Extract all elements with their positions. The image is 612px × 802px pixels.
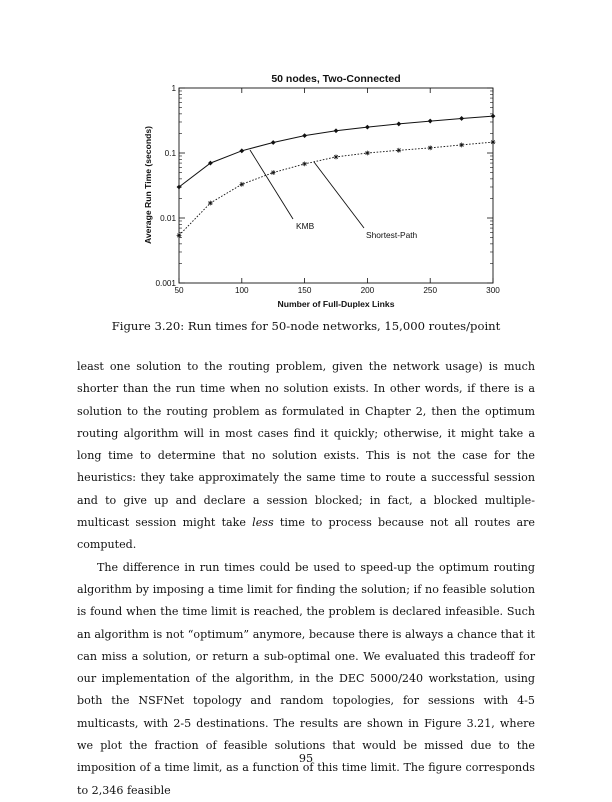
- x-tick-label: 100: [234, 286, 249, 295]
- kmb-line: [179, 116, 493, 187]
- x-tick-label: 50: [174, 286, 184, 295]
- paragraph-1-start: least one solution to the routing problem, given the network usage) is much shorter than the run time when no solution exists. In other words, if there is a solution to the routing problem as formulated in Chapter 2, then the optimum routing algorithm will in most cases find it quickly; otherwise, it might take a long time to determine that no solution exists. This is not the case for the heuristics: they take approximately the same time to route a successful session and to give up and declare a session blocked; in fact, a blocked multiple-multicast session might take: [77, 360, 535, 530]
- shortest-path-point: [491, 140, 496, 145]
- shortest-path-point: [208, 201, 213, 206]
- body-text: [77, 356, 535, 802]
- y-tick-label: 0.001: [155, 279, 176, 288]
- plot-frame: [179, 88, 493, 283]
- y-tick-label: 0.1: [164, 149, 176, 158]
- y-axis-ticks: [156, 84, 494, 288]
- kmb-point: [334, 128, 339, 133]
- shortest-path-point: [302, 161, 307, 166]
- kmb-point: [459, 116, 464, 121]
- shortest-path-point: [177, 233, 182, 238]
- kmb-annotation-line: [250, 150, 293, 219]
- shortest-path-annotation-line: [314, 162, 364, 228]
- shortest-path-point: [365, 151, 370, 156]
- emphasis-less: less: [252, 516, 274, 530]
- kmb-point: [302, 133, 307, 138]
- x-tick-label: 300: [486, 286, 500, 295]
- paragraph-2: The difference in run times could be used to speed-up the optimum routing algorithm by imposing a time limit for finding the solution; if no feasible solution is found when the time limit is reached, the problem is declared infeasible. Such an algorithm is not “optimum” anymore, because there is always a chance that it can miss a solution, or return a sub-optimal one. We evaluated this tradeoff for our implementation of the algorithm, in the DEC 5000/240 workstation, using both the NSFNet topology and random topologies, for sessions with 4-5 multicasts, with 2-5 destinations. The results are shown in Figure 3.21, where we plot the fraction of feasible solutions that would be missed due to the imposition of a time limit, as a function of this time limit. The figure corresponds to 2,346 feasible: [77, 560, 535, 797]
- shortest-path-annotation-label: Shortest-Path: [366, 230, 418, 240]
- y-axis-label: Average Run Time (seconds): [143, 126, 153, 244]
- kmb-point: [365, 125, 370, 130]
- shortest-path-point: [239, 182, 244, 187]
- paragraph-1-end: time to process because not all routes are computed.: [77, 516, 536, 552]
- figure-caption: Figure 3.20: Run times for 50-node networks, 15,000 routes/point: [111, 319, 501, 333]
- x-tick-label: 200: [360, 286, 375, 295]
- x-axis-label: Number of Full-Duplex Links: [277, 299, 395, 309]
- x-tick-label: 250: [423, 286, 438, 295]
- kmb-annotation-label: KMB: [296, 221, 315, 231]
- kmb-point: [428, 119, 433, 124]
- shortest-path-point: [459, 143, 464, 148]
- shortest-path-point: [428, 145, 433, 150]
- shortest-path-point: [334, 155, 339, 160]
- kmb-point: [396, 122, 401, 127]
- shortest-path-point: [271, 170, 276, 175]
- run-time-chart: [0, 0, 612, 310]
- page-number: 95: [298, 752, 314, 765]
- y-tick-label: 1: [171, 84, 176, 93]
- chart-title: 50 nodes, Two-Connected: [271, 73, 401, 85]
- series-layer: [177, 114, 496, 238]
- shortest-path-point: [396, 148, 401, 153]
- kmb-point: [491, 114, 496, 119]
- kmb-point: [239, 148, 244, 153]
- x-tick-label: 150: [297, 286, 312, 295]
- paragraph-1: [77, 356, 535, 557]
- y-tick-label: 0.01: [160, 214, 176, 223]
- kmb-point: [271, 140, 276, 145]
